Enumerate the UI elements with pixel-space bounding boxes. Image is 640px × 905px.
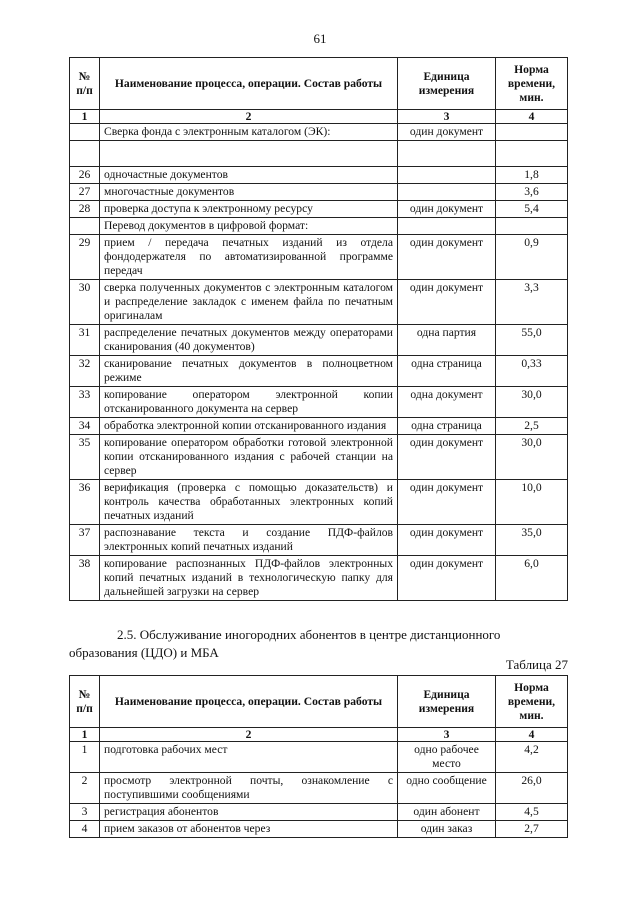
header-unit: Единица измерения	[398, 58, 496, 110]
table-row	[70, 525, 568, 556]
row-unit: одна страница	[398, 356, 496, 387]
row-unit: один документ	[398, 480, 496, 525]
row-unit: один документ	[398, 435, 496, 480]
table-row	[70, 804, 568, 821]
row-number: 29	[70, 235, 100, 280]
row-unit: один документ	[398, 280, 496, 325]
row-number: 32	[70, 356, 100, 387]
row-number: 27	[70, 184, 100, 201]
table-header-row	[70, 676, 568, 728]
norms-table-27	[69, 675, 568, 838]
row-number: 28	[70, 201, 100, 218]
section-heading: 2.5. Обслуживание иногородних абонентов в центре дистанционного образования (ЦДО) и МБА	[69, 627, 501, 660]
row-operation: верификация (проверка с помощью доказательств) и контроль качества обработанных электронных копий печатных изданий	[100, 480, 398, 525]
row-number: 30	[70, 280, 100, 325]
page-number: 61	[313, 31, 327, 46]
row-norm: 1,8	[496, 167, 568, 184]
table-row	[70, 280, 568, 325]
table-row	[70, 556, 568, 601]
row-norm: 5,4	[496, 201, 568, 218]
row-unit	[398, 184, 496, 201]
row-number	[70, 218, 100, 235]
row-norm: 4,5	[496, 804, 568, 821]
table-row	[70, 435, 568, 480]
row-norm: 0,33	[496, 356, 568, 387]
row-unit: один документ	[398, 556, 496, 601]
table-row	[70, 325, 568, 356]
row-unit: один документ	[398, 201, 496, 218]
table-row	[70, 184, 568, 201]
column-index: 3	[398, 110, 496, 124]
row-operation: многочастные документов	[100, 184, 398, 201]
row-unit: один документ	[398, 124, 496, 141]
column-index: 2	[100, 110, 398, 124]
row-operation: Перевод документов в цифровой формат:	[100, 218, 398, 235]
row-number: 2	[70, 773, 100, 804]
row-operation: сверка полученных документов с электронным каталогом и распределение закладок с именем файла по печатным оригиналам	[100, 280, 398, 325]
row-operation: копирование распознанных ПДФ-файлов электронных копий печатных изданий в технологическую папку для дальнейшей загрузки на сервер	[100, 556, 398, 601]
header-num: № п/п	[70, 676, 100, 728]
row-number: 1	[70, 742, 100, 773]
row-norm: 30,0	[496, 387, 568, 418]
row-norm	[496, 218, 568, 235]
row-number: 35	[70, 435, 100, 480]
table-row	[70, 167, 568, 184]
header-norm: Норма времени, мин.	[496, 58, 568, 110]
row-norm: 4,2	[496, 742, 568, 773]
table-row	[70, 356, 568, 387]
table-row	[70, 418, 568, 435]
table-row	[70, 201, 568, 218]
row-norm: 55,0	[496, 325, 568, 356]
row-norm	[496, 124, 568, 141]
row-operation: распознавание текста и создание ПДФ-файлов электронных копий печатных изданий	[100, 525, 398, 556]
row-norm: 26,0	[496, 773, 568, 804]
header-name: Наименование процесса, операции. Состав работы	[100, 676, 398, 728]
row-operation: распределение печатных документов между операторами сканирования (40 документов)	[100, 325, 398, 356]
column-index: 3	[398, 728, 496, 742]
row-operation: проверка доступа к электронному ресурсу	[100, 201, 398, 218]
row-norm: 6,0	[496, 556, 568, 601]
table-row	[70, 480, 568, 525]
row-number: 37	[70, 525, 100, 556]
table-header-row	[70, 58, 568, 110]
norms-table-continued	[69, 57, 568, 601]
table-row	[70, 773, 568, 804]
row-operation: копирование оператором обработки готовой электронной копии отсканированного издания с рабочей станции на сервер	[100, 435, 398, 480]
column-index: 2	[100, 728, 398, 742]
row-number: 31	[70, 325, 100, 356]
row-unit	[398, 218, 496, 235]
row-unit: одна партия	[398, 325, 496, 356]
table-row	[70, 141, 568, 167]
table-row	[70, 124, 568, 141]
row-operation: прием заказов от абонентов через	[100, 821, 398, 838]
header-name: Наименование процесса, операции. Состав работы	[100, 58, 398, 110]
row-number: 38	[70, 556, 100, 601]
row-unit: один документ	[398, 235, 496, 280]
header-num: № п/п	[70, 58, 100, 110]
table-label: Таблица 27	[505, 657, 568, 672]
column-index: 1	[70, 728, 100, 742]
header-norm: Норма времени, мин.	[496, 676, 568, 728]
row-norm: 10,0	[496, 480, 568, 525]
row-unit: один заказ	[398, 821, 496, 838]
table-row	[70, 821, 568, 838]
row-norm: 0,9	[496, 235, 568, 280]
row-operation	[100, 141, 398, 167]
row-unit	[398, 167, 496, 184]
row-number: 4	[70, 821, 100, 838]
row-operation: регистрация абонентов	[100, 804, 398, 821]
row-norm: 35,0	[496, 525, 568, 556]
row-unit	[398, 141, 496, 167]
row-operation: копирование оператором электронной копии отсканированного документа на сервер	[100, 387, 398, 418]
table-row	[70, 387, 568, 418]
table-row	[70, 235, 568, 280]
row-operation: прием / передача печатных изданий из отдела фондодержателя по автоматизированной программе передач	[100, 235, 398, 280]
row-norm: 2,5	[496, 418, 568, 435]
column-index: 4	[496, 728, 568, 742]
row-number: 26	[70, 167, 100, 184]
column-index: 1	[70, 110, 100, 124]
row-number	[70, 141, 100, 167]
row-norm: 3,3	[496, 280, 568, 325]
row-norm	[496, 141, 568, 167]
row-unit: один документ	[398, 525, 496, 556]
column-index-row	[70, 728, 568, 742]
row-norm: 30,0	[496, 435, 568, 480]
row-operation: одночастные документов	[100, 167, 398, 184]
row-norm: 2,7	[496, 821, 568, 838]
row-operation: сканирование печатных документов в полноцветном режиме	[100, 356, 398, 387]
table-row	[70, 218, 568, 235]
row-operation: Сверка фонда с электронным каталогом (ЭК):	[100, 124, 398, 141]
row-unit: одна страница	[398, 418, 496, 435]
row-number: 3	[70, 804, 100, 821]
table-row	[70, 742, 568, 773]
row-unit: одна документ	[398, 387, 496, 418]
row-operation: обработка электронной копии отсканированного издания	[100, 418, 398, 435]
column-index-row	[70, 110, 568, 124]
row-number	[70, 124, 100, 141]
column-index: 4	[496, 110, 568, 124]
row-number: 36	[70, 480, 100, 525]
header-unit: Единица измерения	[398, 676, 496, 728]
row-unit: одно рабочее место	[398, 742, 496, 773]
row-norm: 3,6	[496, 184, 568, 201]
row-number: 34	[70, 418, 100, 435]
row-unit: один абонент	[398, 804, 496, 821]
row-operation: просмотр электронной почты, ознакомление с поступившими сообщениями	[100, 773, 398, 804]
row-unit: одно сообщение	[398, 773, 496, 804]
row-operation: подготовка рабочих мест	[100, 742, 398, 773]
row-number: 33	[70, 387, 100, 418]
